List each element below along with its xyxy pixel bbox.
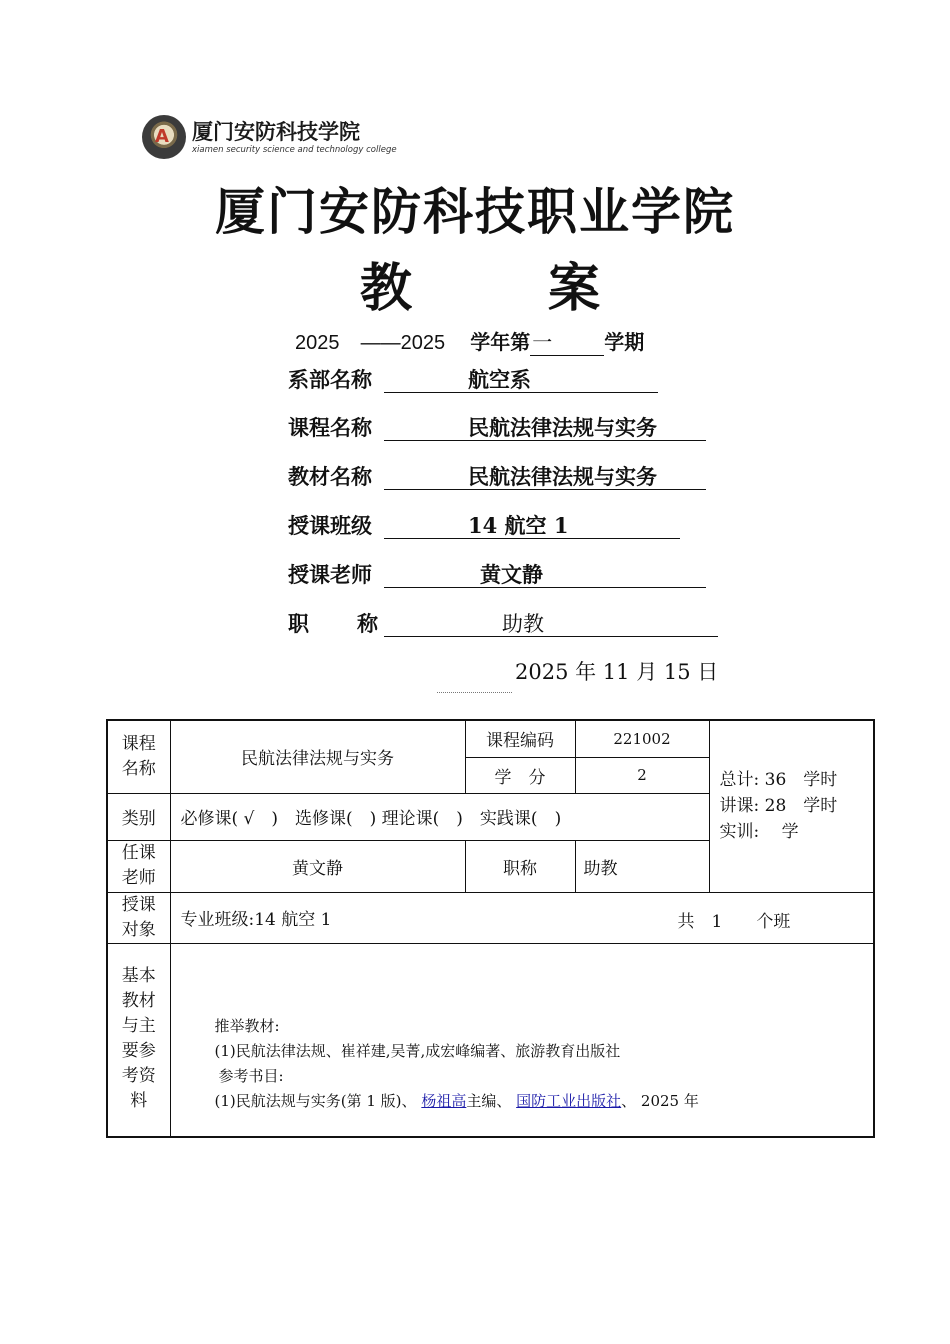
course-name-label: 课程 名称 bbox=[107, 720, 170, 793]
course-code-value: 221002 bbox=[575, 720, 709, 757]
field-course bbox=[288, 412, 657, 442]
subtitle-char-2: 案 bbox=[547, 258, 600, 319]
field-course-value: 民航法律法规与实务 bbox=[468, 415, 657, 440]
course-name-value: 民航法律法规与实务 bbox=[170, 720, 465, 793]
publisher-link[interactable]: 国防工业出版社 bbox=[516, 1091, 622, 1110]
college-logo bbox=[142, 112, 397, 164]
teacher-value: 黄文静 bbox=[170, 840, 465, 892]
term-mid: 学年第 bbox=[470, 332, 531, 354]
course-info-table bbox=[106, 719, 875, 1138]
author-link[interactable]: 杨祖高 bbox=[421, 1091, 467, 1110]
audience-value: 专业班级:14 航空 1 bbox=[180, 910, 332, 930]
audience-count: 共 1 个班 bbox=[677, 911, 791, 932]
materials-cell bbox=[170, 943, 874, 1137]
term-year-start: 2025 bbox=[295, 332, 340, 354]
hours-practice: 实训: 学 bbox=[719, 822, 799, 843]
reference-item: (1)民航法规与实务(第 1 版)、 杨祖高主编、 国防工业出版社、 2025 年 bbox=[214, 1091, 699, 1110]
credit-value: 2 bbox=[575, 757, 709, 793]
dotted-divider bbox=[437, 692, 512, 693]
rank-value: 助教 bbox=[575, 840, 709, 892]
logo-chinese-name: 厦门安防科技学院 bbox=[192, 119, 360, 144]
recommended-label: 推举教材: bbox=[214, 1016, 280, 1035]
document-title: 厦门安防科技职业学院 bbox=[215, 182, 735, 241]
credit-label: 学 分 bbox=[465, 757, 575, 793]
hours-total: 总计: 36 学时 bbox=[719, 770, 838, 791]
field-textbook-value: 民航法律法规与实务 bbox=[468, 464, 657, 489]
field-teacher-label: 授课老师 bbox=[288, 562, 372, 587]
reference-label: 参考书目: bbox=[218, 1066, 284, 1085]
materials-label: 基本 教材 与主 要参 考资 料 bbox=[107, 943, 170, 1137]
course-code-label: 课程编码 bbox=[465, 720, 575, 757]
term-year-end: 2025 bbox=[400, 332, 446, 354]
field-teacher-value: 黄文静 bbox=[480, 562, 543, 587]
hours-lecture: 讲课: 28 学时 bbox=[719, 796, 838, 817]
type-value: 必修课( √ ) 选修课( ) 理论课( ) 实践课( ) bbox=[170, 793, 709, 840]
field-class-label: 授课班级 bbox=[288, 513, 372, 538]
field-title-value: 助教 bbox=[502, 612, 544, 636]
field-teacher bbox=[288, 559, 543, 589]
audience-label: 授课 对象 bbox=[107, 892, 170, 943]
type-label: 类别 bbox=[107, 793, 170, 840]
field-textbook bbox=[288, 461, 657, 491]
field-class-value: 14 航空 1 bbox=[468, 513, 569, 538]
recommended-item: (1)民航法律法规、崔祥建,吴菁,成宏峰编著、旅游教育出版社 bbox=[214, 1041, 621, 1060]
term-number: 一 bbox=[530, 326, 604, 356]
field-class bbox=[288, 510, 569, 540]
logo-english-name: xiamen security science and technology college bbox=[192, 145, 397, 155]
field-dept-value: 航空系 bbox=[468, 367, 531, 392]
field-textbook-label: 教材名称 bbox=[288, 464, 372, 489]
term-end: 学期 bbox=[604, 332, 645, 354]
document-date: 2025 年 11 月 15 日 bbox=[515, 660, 719, 684]
subtitle-char-1: 教 bbox=[360, 258, 413, 319]
field-title-label: 职 称 bbox=[288, 611, 378, 636]
teacher-label: 任课 老师 bbox=[107, 840, 170, 892]
hours-summary bbox=[709, 720, 874, 892]
field-dept-label: 系部名称 bbox=[288, 367, 372, 392]
field-dept bbox=[288, 364, 531, 394]
college-emblem-icon: A bbox=[142, 115, 186, 159]
rank-label: 职称 bbox=[465, 840, 575, 892]
term-dash: —— bbox=[360, 332, 401, 354]
document-subtitle bbox=[360, 246, 600, 321]
academic-term bbox=[295, 326, 644, 356]
field-title bbox=[288, 608, 544, 638]
audience-cell bbox=[170, 892, 874, 943]
field-course-label: 课程名称 bbox=[288, 415, 372, 440]
